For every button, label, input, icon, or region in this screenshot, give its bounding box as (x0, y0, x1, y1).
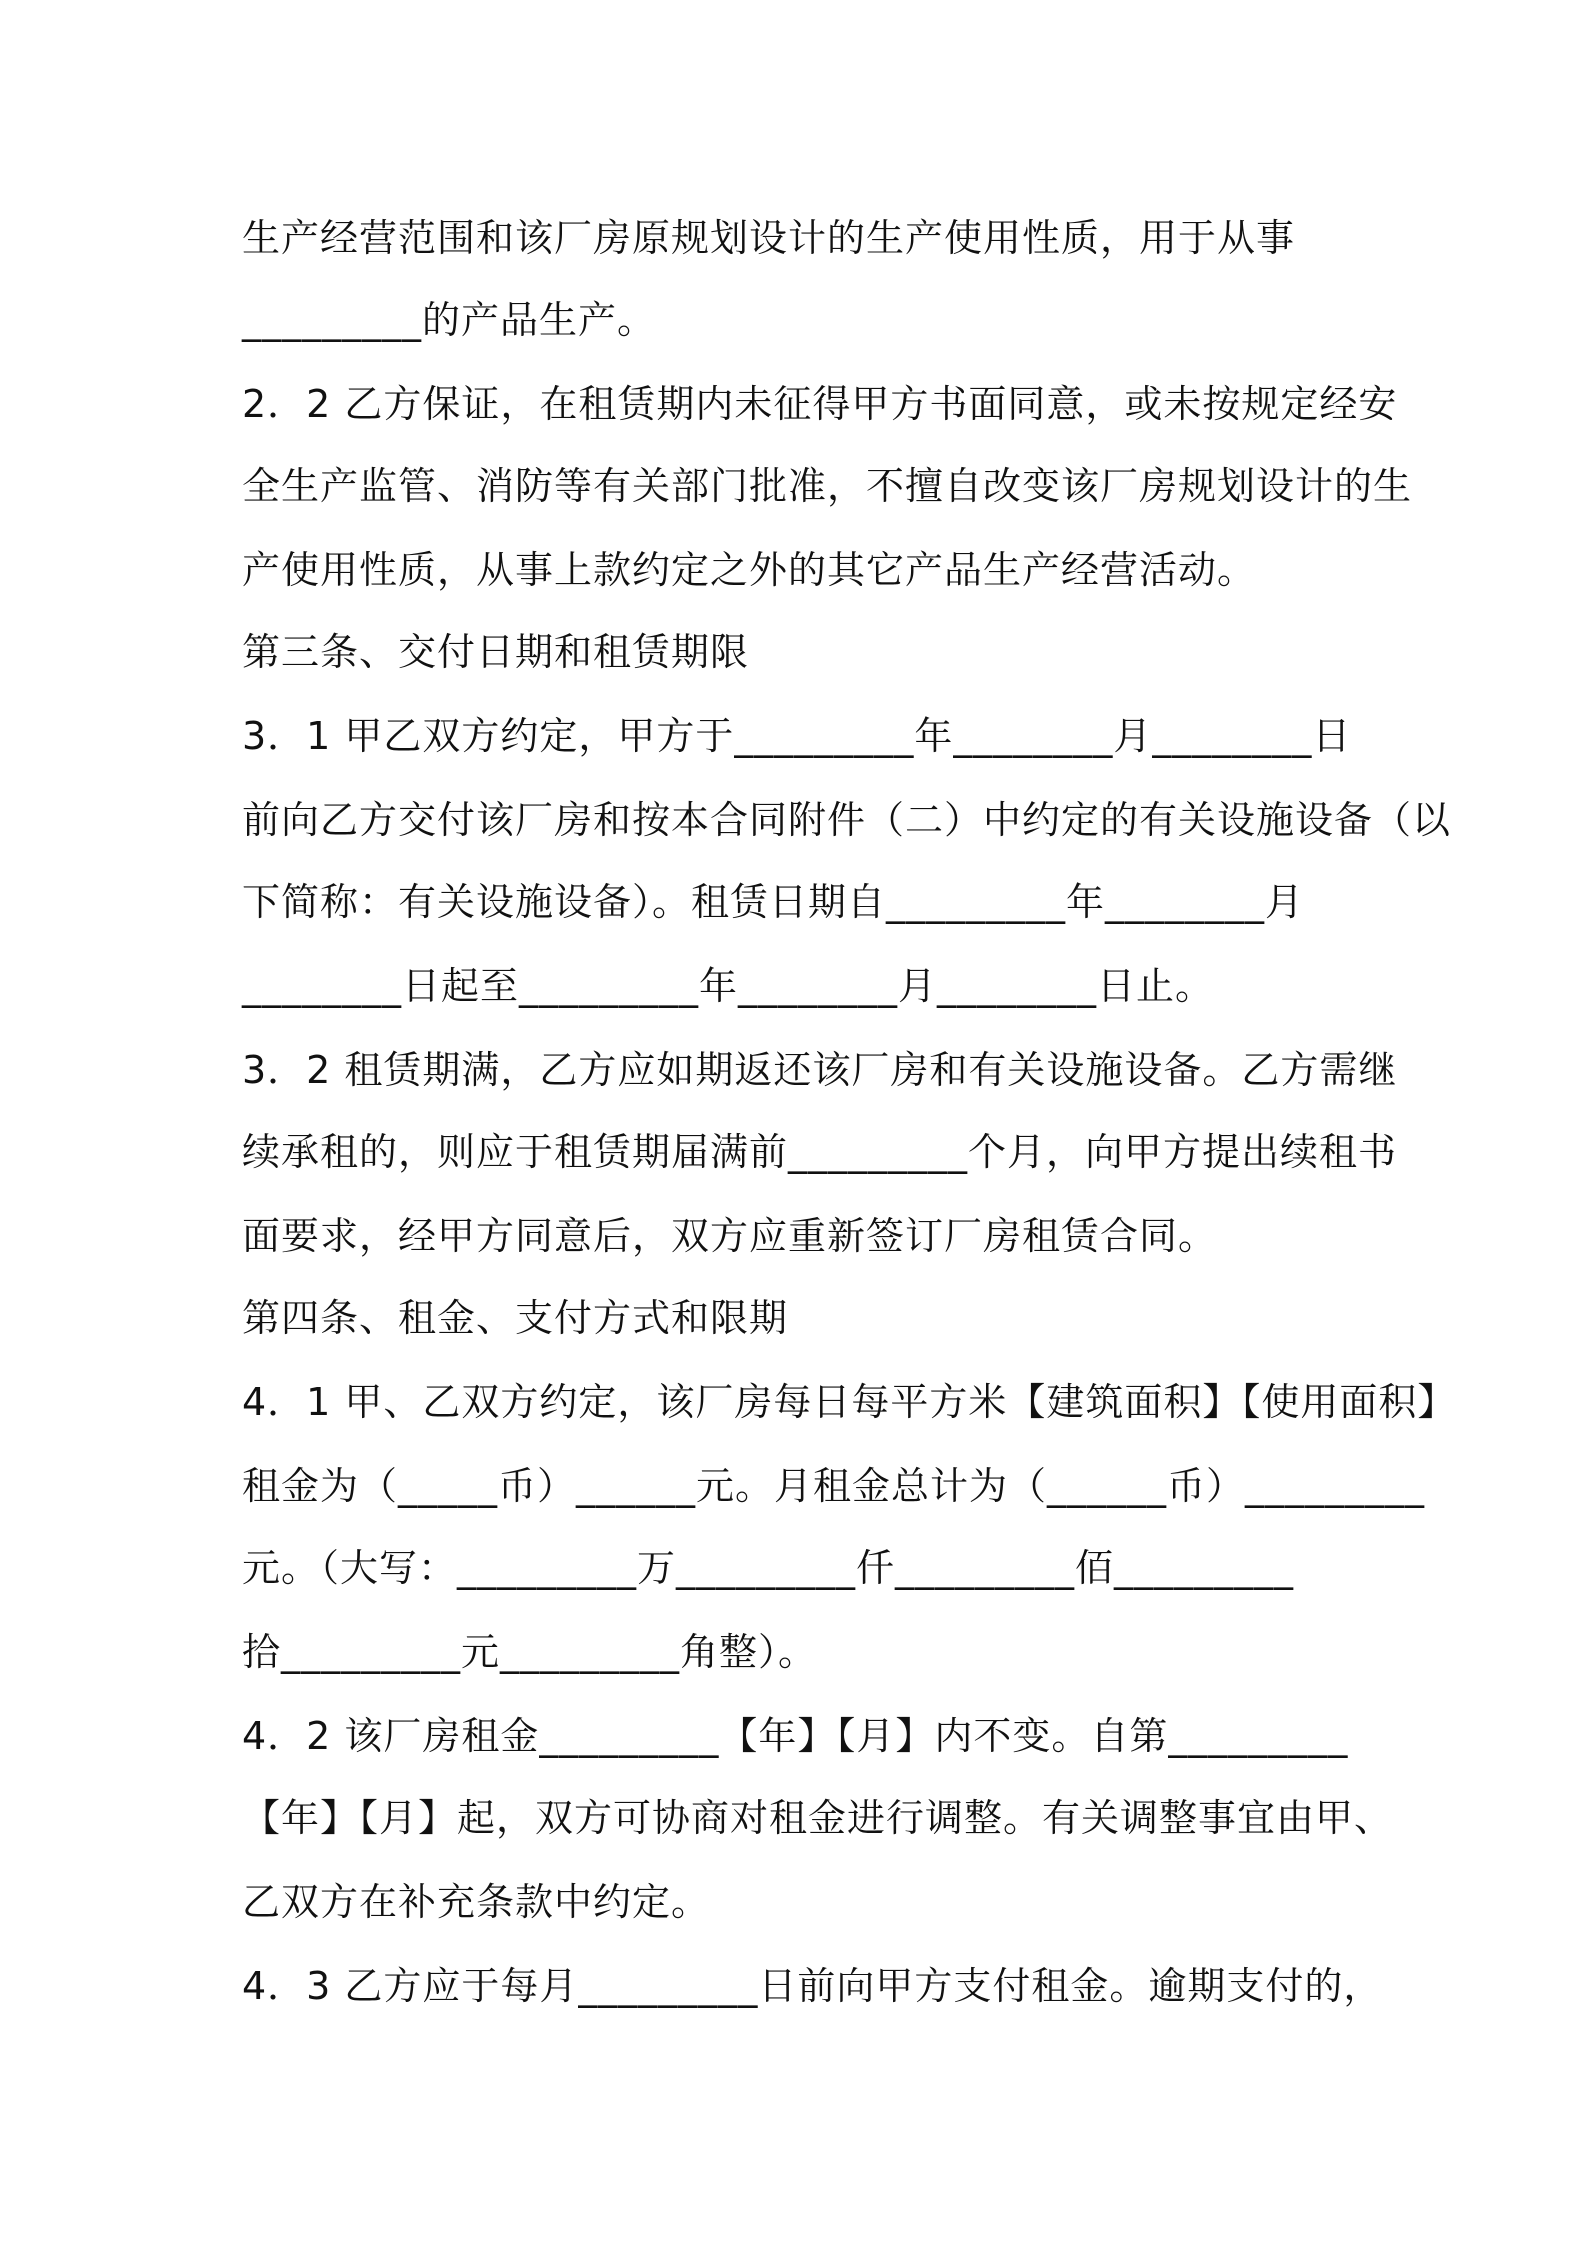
text-line: 面要求，经甲方同意后，双方应重新签订厂房租赁合同。 (242, 1214, 1218, 1258)
text-line: 4．1 甲、乙双方约定，该厂房每日每平方米【建筑面积】【使用面积】 (242, 1380, 1457, 1424)
section-heading: 第三条、交付日期和租赁期限 (242, 630, 750, 674)
text-line: 【年】【月】起，双方可协商对租金进行调整。有关调整事宜由甲、 (242, 1796, 1394, 1840)
text-line: 下简称：有关设施设备）。租赁日期自_________年________月 (242, 880, 1305, 924)
text-line: 4．2 该厂房租金_________【年】【月】内不变。自第_________ (242, 1714, 1349, 1758)
text-line: 3．1 甲乙双方约定，甲方于_________年________月________日 (242, 714, 1352, 758)
text-line: 前向乙方交付该厂房和按本合同附件（二）中约定的有关设施设备（以 (242, 798, 1452, 842)
text-line: 产使用性质，从事上款约定之外的其它产品生产经营活动。 (242, 548, 1257, 592)
section-heading: 第四条、租金、支付方式和限期 (242, 1296, 789, 1340)
text-line: 生产经营范围和该厂房原规划设计的生产使用性质，用于从事 (242, 216, 1296, 260)
text-line: 拾_________元_________角整）。 (242, 1630, 818, 1674)
text-line: 4．3 乙方应于每月_________日前向甲方支付租金。逾期支付的， (242, 1964, 1383, 2008)
text-line: 乙双方在补充条款中约定。 (242, 1880, 711, 1924)
text-line: 全生产监管、消防等有关部门批准，不擅自改变该厂房规划设计的生 (242, 464, 1413, 508)
text-line: ________日起至_________年________月________日止。 (242, 964, 1215, 1008)
text-line: 元。（大写：_________万_________仟_________佰_________ (242, 1546, 1295, 1590)
text-line: 续承租的，则应于租赁期届满前_________个月，向甲方提出续租书 (242, 1130, 1398, 1174)
text-line: 租金为（_____币）______元。月租金总计为（______币）_________ (242, 1464, 1426, 1508)
text-line: 3．2 租赁期满，乙方应如期返还该厂房和有关设施设备。乙方需继 (242, 1048, 1398, 1092)
text-line: 2．2 乙方保证，在租赁期内未征得甲方书面同意，或未按规定经安 (242, 382, 1398, 426)
text-line: _________的产品生产。 (242, 298, 657, 342)
